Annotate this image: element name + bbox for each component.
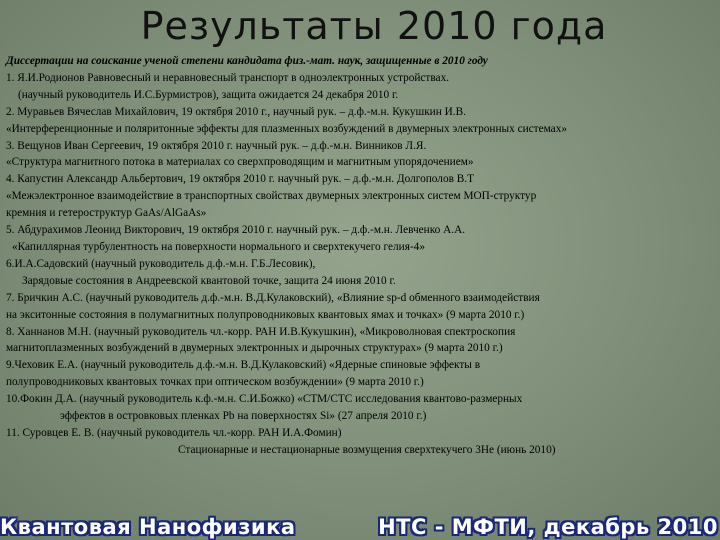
- footer-right-label: НТС - МФТИ, декабрь 2010: [378, 515, 718, 539]
- entry-line: 11. Суровцев Е. В. (научный руководитель чл.-корр. РАН И.А.Фомин): [6, 426, 342, 439]
- slide-content: [6, 53, 718, 459]
- entry-line: 6.И.А.Садовский (научный руководитель д.ф.-м.н. Г.Б.Лесовик),: [6, 257, 316, 270]
- entry-line: 2. Муравьев Вячеслав Михайлович, 19 октября 2010 г., научный рук. – д.ф.-м.н. Кукушкин И.В.: [6, 105, 466, 118]
- entry-line: эффектов в островковых пленках Pb на поверхностях Si» (27 апреля 2010 г.): [60, 410, 427, 423]
- entry-line: 9.Чеховик Е.А. (научный руководитель д.ф.-м.н. В.Д.Кулаковский) «Ядерные спиновые эффекты в: [6, 359, 481, 372]
- entry-line: 4. Капустин Александр Альбертович, 19 октября 2010 г. научный рук. – д.ф.-м.н. Долгополов В.Т: [6, 173, 475, 186]
- entry-line: на экситонные состояния в полумагнитных полупроводниковых квантовых ямах и точках» (9 марта 2010 г.): [6, 308, 525, 321]
- footer-left-label: Квантовая Нанофизика: [0, 515, 296, 539]
- entry-line: 8. Ханнанов М.Н. (научный руководитель чл.-корр. РАН И.В.Кукушкин), «Микроволновая спектроскопия: [6, 325, 516, 338]
- entry-line: «Структура магнитного потока в материалах со сверхпроводящим и магнитным упорядочением»: [6, 156, 474, 169]
- entry-line: 10.Фокин Д.А. (научный руководитель к.ф.-м.н. С.И.Божко) «СТМ/СТС исследования квантово-размерных: [6, 393, 523, 406]
- entry-line: магнитоплазменных возбуждений в двумерных электронных и дырочных структурах» (9 марта 2010 г.): [6, 342, 503, 355]
- slide-subtitle: Диссертации на соискание ученой степени кандидата физ.-мат. наук, защищенные в 2010 году: [6, 55, 488, 67]
- entry-line: 7. Бричкин А.С. (научный руководитель д.ф.-м.н. В.Д.Кулаковский), «Влияние sp-d обменного взаимодействия: [6, 291, 540, 304]
- slide-title: Результаты 2010 года: [140, 4, 608, 48]
- entry-line: «Интерференционные и поляритонные эффекты для плазменных возбуждений в двумерных электронных системах»: [6, 122, 567, 135]
- entry-line: Зарядовые состояния в Андреевской квантовой точке, защита 24 июня 2010 г.: [22, 274, 396, 287]
- entry-line: 1. Я.И.Родионов Равновесный и неравновесный транспорт в одноэлектронных устройствах.: [6, 71, 450, 84]
- entry-line: «Межэлектронное взаимодействие в транспортных свойствах двумерных электронных систем МОП-структур: [6, 190, 537, 203]
- entry-line: «Капиллярная турбулентность на поверхности нормального и сверхтекучего гелия-4»: [12, 240, 425, 253]
- entry-line: Стационарные и нестационарные возмущения сверхтекучего 3He (июнь 2010): [178, 443, 556, 456]
- entry-line: (научный руководитель И.С.Бурмистров), защита ожидается 24 декабря 2010 г.: [18, 88, 399, 101]
- entry-line: 3. Вещунов Иван Сергеевич, 19 октября 2010 г. научный рук. – д.ф.-м.н. Винников Л.Я.: [6, 139, 427, 152]
- entry-line: кремния и гетероструктур GaAs/AlGaAs»: [6, 207, 207, 220]
- entry-line: 5. Абдурахимов Леонид Викторович, 19 октября 2010 г. научный рук. – д.ф.-м.н. Левченко А.А.: [6, 224, 466, 237]
- entry-line: полупроводниковых квантовых точках при оптическом возбуждении» (9 марта 2010 г.): [6, 376, 424, 389]
